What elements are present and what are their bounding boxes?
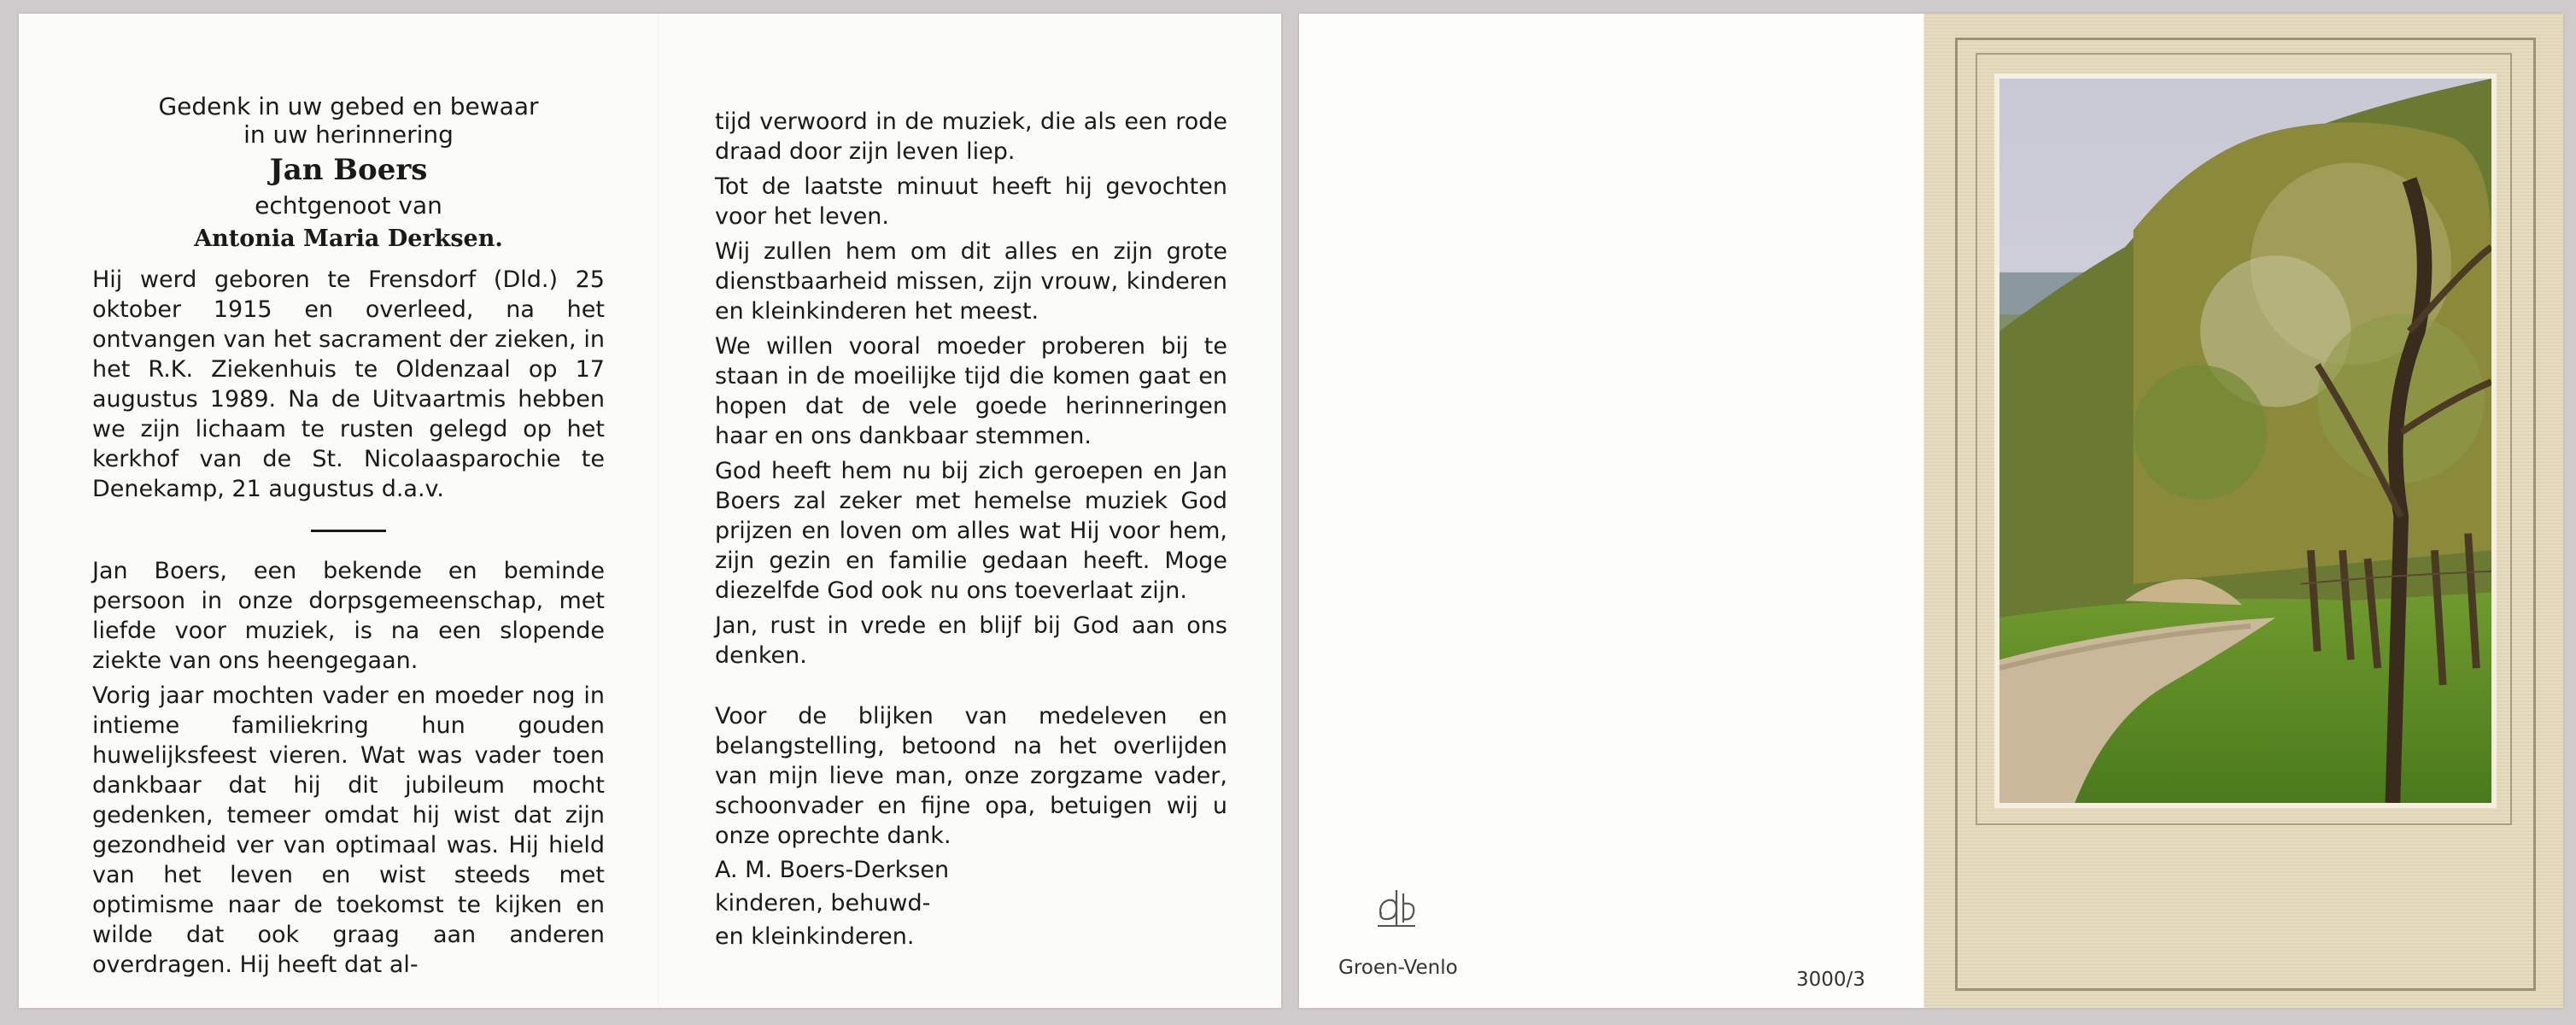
signature-line: en kleinkinderen. xyxy=(715,923,915,950)
divider xyxy=(311,530,386,532)
publisher-name: Groen-Venlo xyxy=(1338,957,1458,979)
card-cover-panel xyxy=(1924,14,2563,1008)
left-text-column xyxy=(92,14,605,985)
spouse-name: Antonia Maria Derksen. xyxy=(194,226,503,252)
intro-line-2: in uw herinnering xyxy=(243,120,454,149)
tribute-paragraph: Tot de laatste minuut heeft hij gevochten voor het leven. xyxy=(715,173,1227,230)
tribute-paragraph: God heeft hem nu bij zich geroepen en Jan Boers zal zeker met hemelse muziek God prijzen en loven om alles wat Hij voor hem, zijn gezin en familie gedaan heeft. Moge diezelfde God ook nu ons toeverlaat zijn. xyxy=(715,458,1227,604)
tribute-paragraph: tijd verwoord in de muziek, die als een rode draad door zijn leven liep. xyxy=(715,108,1227,165)
intro-text xyxy=(92,14,605,149)
thanks-paragraph: Voor de blijken van medeleven en belangstelling, betoond na het overlijden van mijn lieve man, onze zorgzame vader, schoonvader en fijne opa, betuigen wij u onze oprechte dank. xyxy=(715,703,1227,849)
landscape-photo xyxy=(1994,73,2497,808)
fold-line xyxy=(658,14,659,1008)
tribute-paragraph: Jan, rust in vrede en blijf bij God aan ons denken. xyxy=(715,612,1227,669)
tribute-paragraph: We willen vooral moeder proberen bij te staan in de moeilijke tijd die komen gaat en hopen dat de vele goede herinneringen haar en ons dankbaar stemmen. xyxy=(715,333,1227,449)
spouse-of-label: echtgenoot van xyxy=(255,191,442,220)
memorial-card-inside xyxy=(19,14,1281,1008)
card-code: 3000/3 xyxy=(1796,969,1865,991)
tribute-paragraph: Wij zullen hem om dit alles en zijn grote dienstbaarheid missen, zijn vrouw, kinderen en kleinkinderen het meest. xyxy=(715,238,1227,325)
right-text-column xyxy=(715,14,1227,956)
signature-line: A. M. Boers-Derksen xyxy=(715,857,950,883)
signature-line: kinderen, behuwd- xyxy=(715,890,931,917)
card-back-panel xyxy=(1299,14,1924,1008)
biography-paragraph: Hij werd geboren te Frensdorf (Dld.) 25 oktober 1915 en overleed, na het ontvangen van het sacrament der zieken, in het R.K. Ziekenhuis te Oldenzaal op 17 augustus 1989. Na de Uitvaartmis hebben we zijn lichaam te rusten gelegd op het kerkhof van de St. Nicolaasparochie te Denekamp, 21 augustus d.a.v. xyxy=(92,266,605,502)
publisher-logo-icon xyxy=(1371,883,1420,933)
tribute-paragraph: Jan Boers, een bekende en beminde persoon in onze dorpsgemeenschap, met liefde voor muziek, is na een slopende ziekte van ons heengegaan. xyxy=(92,558,605,674)
signature xyxy=(715,856,1227,951)
tribute-paragraph: Vorig jaar mochten vader en moeder nog in intieme familiekring hun gouden huwelijksfeest vieren. Wat was vader toen dankbaar dat hij dit jubileum mocht gedenken, temeer omdat hij wist dat zijn gezondheid ver van optimaal was. Hij hield van het leven en wist steeds met optimisme naar de toekomst te kijken en wilde dat ook graag aan anderen overdragen. Hij heeft dat al- xyxy=(92,682,605,978)
intro-line-1: Gedenk in uw gebed en bewaar xyxy=(158,92,539,120)
deceased-name: Jan Boers xyxy=(269,153,428,187)
